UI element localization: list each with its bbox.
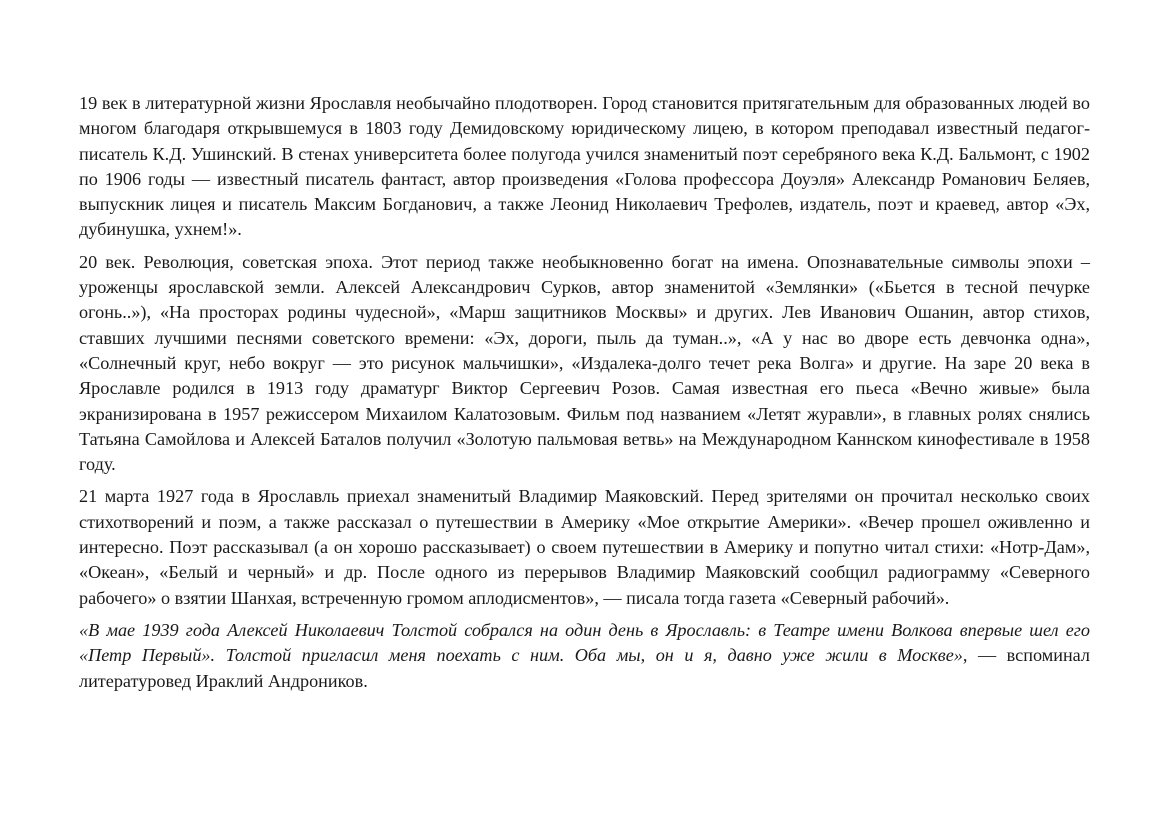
tolstoy-quote: «В мае 1939 года Алексей Николаевич Толстой собрался на один день в Ярославль: в Театре имени Волкова впервые шел его «Петр Первый». Толстой пригласил меня поехать с ним. Оба мы, он и я, давно уже жили в Москве» bbox=[79, 619, 1090, 666]
paragraph-tolstoy bbox=[79, 618, 1090, 694]
paragraph-mayakovsky: 21 марта 1927 года в Ярославль приехал знаменитый Владимир Маяковский. Перед зрителями он прочитал несколько своих стихотворений и поэм, а также рассказал о путешествии в Америку «Мое открытие Америки». «Вечер прошел оживленно и интересно. Поэт рассказывал (а он хорошо рассказывает) о своем путешествии в Америку и попутно читал стихи: «Нотр-Дам», «Океан», «Белый и черный» и др. После одного из перерывов Владимир Маяковский сообщил радиограмму «Северного рабочего» о взятии Шанхая, встреченную громом аплодисментов», — писала тогда газета «Северный рабочий». bbox=[79, 486, 1090, 608]
document-page bbox=[79, 91, 1090, 701]
paragraph-19th-century: 19 век в литературной жизни Ярославля необычайно плодотворен. Город становится притягательным для образованных людей во многом благодаря открывшемуся в 1803 году Демидовскому юридическому лицею, в котором преподавал известный педагог-писатель К.Д. Ушинский. В стенах университета более полугода учился знаменитый поэт серебряного века К.Д. Бальмонт, с 1902 по 1906 годы — известный писатель фантаст, автор произведения «Голова профессора Доуэля» Александр Романович Беляев, выпускник лицея и писатель Максим Богданович, а также Леонид Николаевич Трефолев, издатель, поэт и краевед, автор «Эх, дубинушка, ухнем!». bbox=[79, 93, 1090, 240]
quote-attribution: , — вспоминал литературовед Ираклий Андроников. bbox=[79, 645, 1090, 691]
paragraph-20th-century: 20 век. Революция, советская эпоха. Этот период также необыкновенно богат на имена. Опознавательные символы эпохи – уроженцы ярославской земли. Алексей Александрович Сурков, автор знаменитой «Землянки» («Бьется в тесной печурке огонь..»), «На просторах родины чудесной», «Марш защитников Москвы» и других. Лев Иванович Ошанин, автор стихов, ставших лучшими песнями советского времени: «Эх, дороги, пыль да туман..», «А у нас во дворе есть девчонка одна», «Солнечный круг, небо вокруг — это рисунок мальчишки», «Издалека-долго течет река Волга» и другие. На заре 20 века в Ярославле родился в 1913 году драматург Виктор Сергеевич Розов. Самая известная его пьеса «Вечно живые» была экранизирована в 1957 режиссером Михаилом Калатозовым. Фильм под названием «Летят журавли», в главных ролях снялись Татьяна Самойлова и Алексей Баталов получил «Золотую пальмовая ветвь» на Международном Каннском кинофестивале в 1958 году. bbox=[79, 251, 1090, 475]
